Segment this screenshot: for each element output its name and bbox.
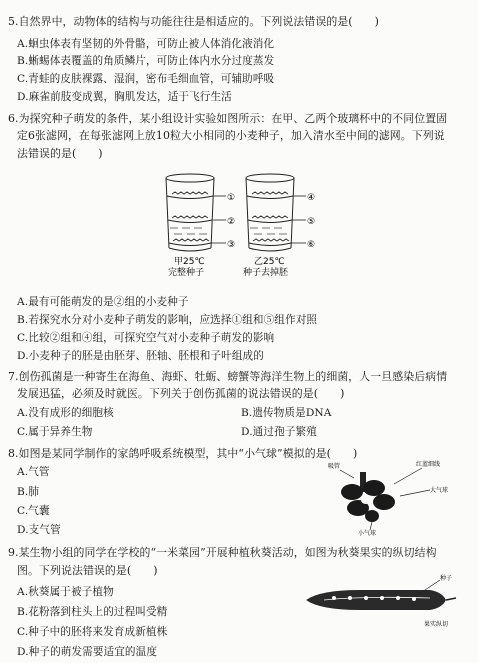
marker-1: ① (227, 193, 236, 203)
cup-a (166, 174, 226, 251)
fruit-section-caption: 果实纵切 (424, 621, 449, 628)
okra-fruit-figure (300, 568, 470, 630)
tube-label: 吸管 (328, 463, 341, 470)
big-balloon-label: 大气球 (430, 487, 449, 494)
small-balloon-label: 小气球 (358, 530, 377, 536)
q7-option-b: B.遗传物质是DNA (241, 407, 332, 419)
q7-stem-line-1: 7.创伤孤菌是一种寄生在海鱼、海虾、牡蛎、螃蟹等海洋生物上的细菌，人一旦感染后病情 (8, 370, 448, 383)
marker-3: ③ (227, 240, 236, 250)
q9-option-d: D.种子的萌发需要适宜的温度 (17, 646, 158, 658)
wire-label: 红蓝细线 (416, 461, 441, 468)
marker-4: ④ (307, 193, 316, 203)
q6-stem-line-3: 法错误的是( ) (17, 147, 103, 160)
q8-option-d: D.支气管 (17, 524, 61, 536)
cup-a-temp: 甲25℃ (174, 257, 205, 267)
q5-option-a: A.蛔虫体表有坚韧的外骨骼，可防止被人体消化液消化 (17, 38, 275, 50)
cup-a-desc: 完整种子 (168, 268, 205, 276)
q5-option-b: B.蜥蜴体表覆盖的角质鳞片，可防止体内水分过度蒸发 (17, 55, 275, 67)
q8-option-c: C.气囊 (17, 505, 50, 517)
q9-option-b: B.花粉落到柱头上的过程叫受精 (17, 606, 168, 618)
marker-6: ⑥ (307, 240, 316, 250)
pigeon-respiratory-model (322, 458, 472, 536)
q9-stem-line-1: 9.某生物小组的同学在学校的“一米菜园”开展种植秋葵活动，如图为秋葵果实的纵切结构 (8, 546, 437, 559)
cup-b (246, 174, 306, 251)
q9-stem-line-2: 图。下列说法错误的是( ) (17, 564, 158, 577)
q6-stem-line-1: 6.为探究种子萌发的条件，某小组设计实验如图所示：在甲、乙两个玻璃杯中的不同位置固 (8, 112, 448, 125)
q6-option-b: B.若探究水分对小麦种子萌发的影响，应选择①组和⑤组作对照 (17, 314, 318, 326)
q7-option-a: A.没有成形的细胞核 (17, 407, 114, 419)
cup-b-temp: 乙25℃ (254, 257, 285, 267)
q5-option-d: D.麻雀前肢变成翼，胸肌发达，适于飞行生活 (17, 91, 232, 103)
q6-option-d: D.小麦种子的胚是由胚芽、胚轴、胚根和子叶组成的 (17, 350, 264, 362)
q9-option-a: A.秋葵属于被子植物 (17, 586, 114, 598)
seed-germination-figure (160, 168, 330, 276)
q8-option-a: A.气管 (17, 466, 50, 478)
q5-option-c: C.青蛙的皮肤裸露、湿润，密布毛细血管，可辅助呼吸 (17, 73, 275, 85)
cup-b-desc: 种子去掉胚 (243, 268, 289, 276)
q6-option-a: A.最有可能萌发的是②组的小麦种子 (17, 296, 189, 308)
q8-stem: 8.如图是某同学制作的家鸽呼吸系统模型，其中“小气球”模拟的是( ) (8, 447, 358, 460)
q7-stem-line-2: 发展迅猛，必须及时就医。下列关于创伤孤菌的说法错误的是( ) (17, 387, 345, 400)
q7-option-c: C.属于异养生物 (17, 426, 93, 438)
q7-option-d: D.通过孢子繁殖 (241, 426, 317, 438)
q6-stem-line-2: 定6张滤网，在每张滤网上放10粒大小相同的小麦种子，加入清水至中间的滤网。下列说 (17, 129, 445, 142)
q6-option-c: C.比较②组和④组，可探究空气对小麦种子萌发的影响 (17, 332, 275, 344)
seed-label: 种子 (440, 575, 453, 582)
q8-option-b: B.肺 (17, 486, 40, 498)
q9-option-c: C.种子中的胚将来发育成新植株 (17, 626, 168, 638)
marker-5: ⑤ (307, 217, 316, 227)
q5-stem: 5.自然界中，动物体的结构与功能往往是相适应的。下列说法错误的是( ) (8, 15, 379, 28)
marker-2: ② (227, 217, 236, 227)
